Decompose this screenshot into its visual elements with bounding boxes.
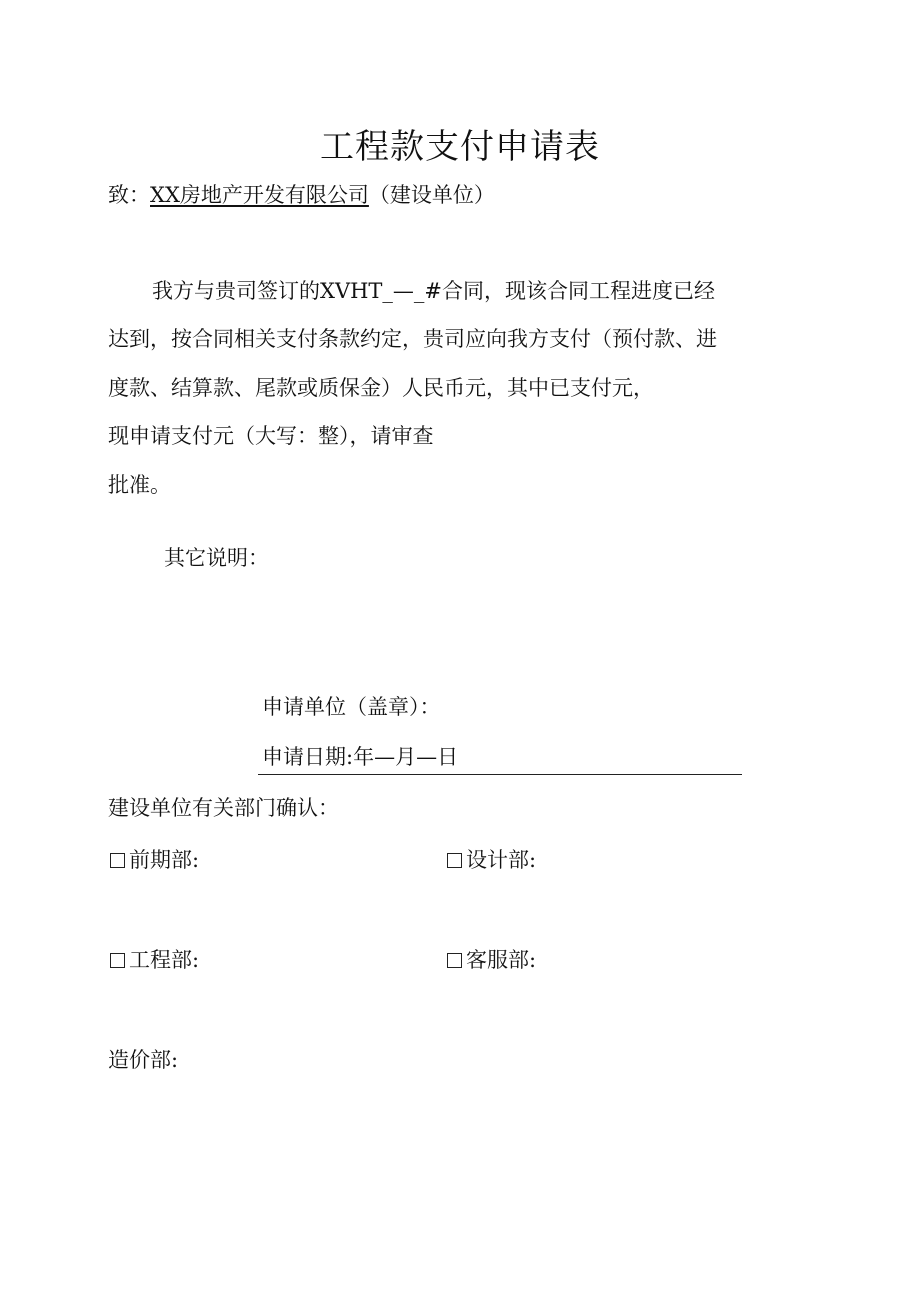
dept-label: 造价部: [108,1048,179,1072]
document-title: 工程款支付申请表 [320,127,600,167]
body-line-5: 批准。 [108,473,171,497]
body-line-2: 达到，按合同相关支付条款约定，贵司应向我方支付（预付款、进 [108,327,717,351]
addressee-prefix: 致： [108,183,150,207]
dept-label: 设计部: [466,848,537,872]
body-line-4: 现申请支付元（大写：整），请审查 [108,424,434,448]
addressee-line [108,178,495,212]
dept-design [447,843,536,877]
application-date-field [258,742,742,775]
dept-engineering [110,943,199,977]
dept-label: 客服部: [466,948,537,972]
body-line-1: 我方与贵司签订的XVHT_—_#合同，现该合同工程进度已经 [152,279,716,303]
applicant-label: 申请单位（盖章）： [262,695,441,719]
other-notes-label: 其它说明： [164,546,269,570]
dept-preliminary [110,843,199,877]
addressee-suffix: （建设单位） [368,183,495,207]
checkbox-icon [447,853,462,868]
addressee-organization: XX房地产开发有限公司 [150,183,369,207]
confirmation-label: 建设单位有关部门确认： [108,796,339,820]
checkbox-icon [110,853,125,868]
dept-cost [108,1043,178,1077]
dept-customer-service [447,943,536,977]
checkbox-icon [110,953,125,968]
dept-label: 工程部: [129,948,200,972]
body-line-3: 度款、结算款、尾款或质保金）人民币元，其中已支付元， [108,376,654,400]
dept-label: 前期部: [129,848,200,872]
application-date-label: 申请日期:年—月—日 [262,745,459,769]
checkbox-icon [447,953,462,968]
